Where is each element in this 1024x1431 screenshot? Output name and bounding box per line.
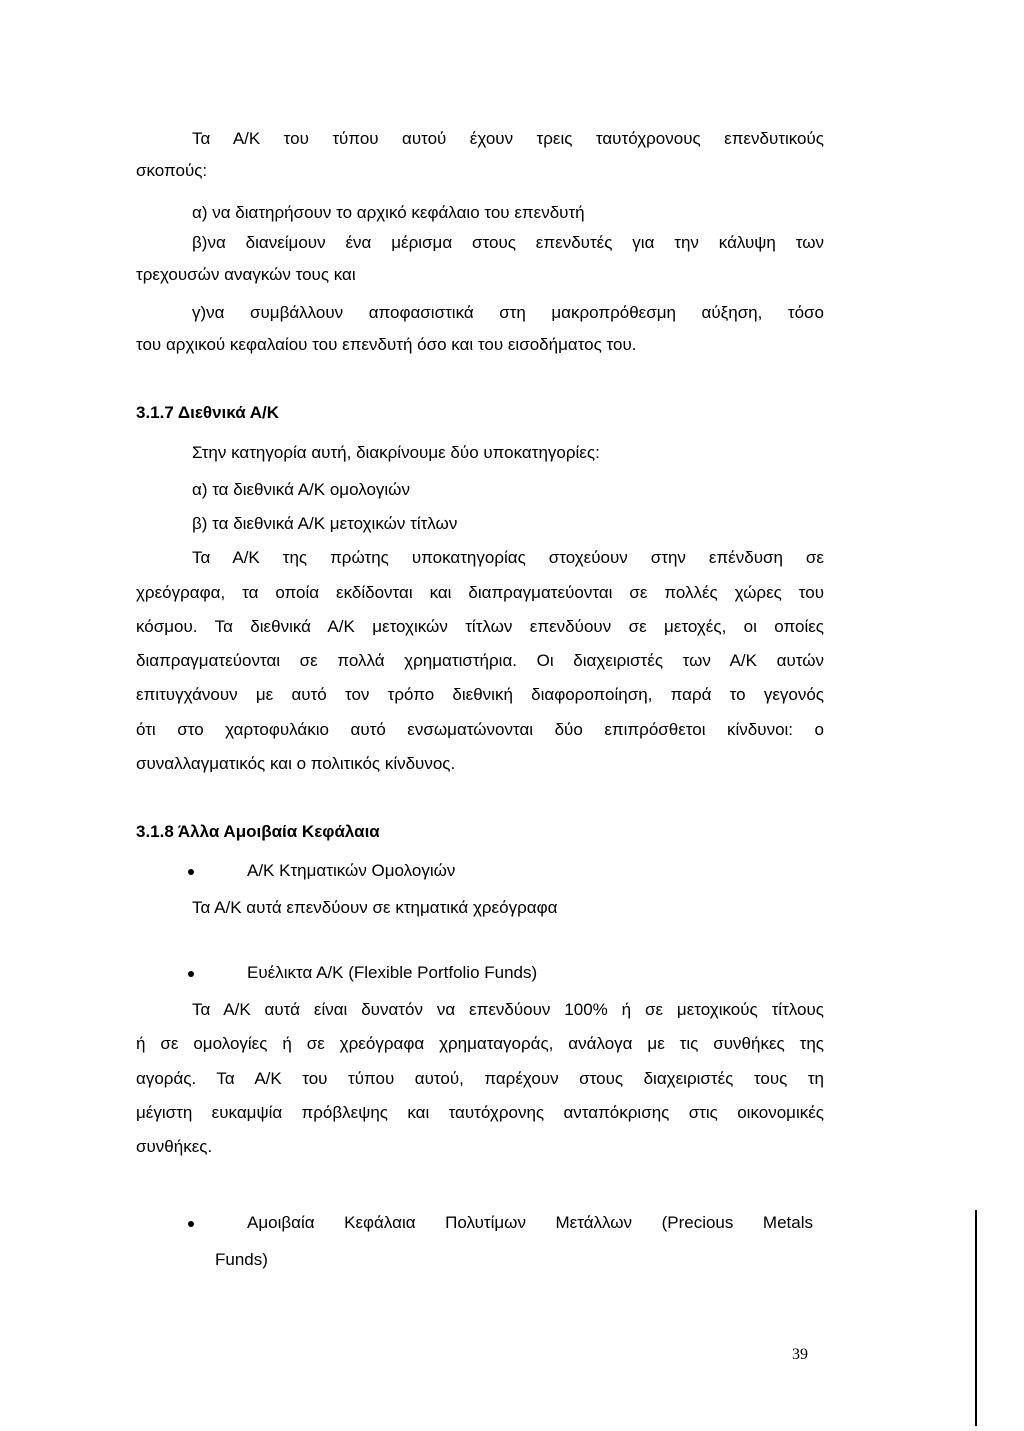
intro-line-2: σκοπούς:	[136, 161, 208, 180]
item-1-text: Τα Α/Κ αυτά επενδύουν σε κτηματικά χρεόγραφα	[192, 898, 558, 917]
item-2-line-4: μέγιστη ευκαμψία πρόβλεψης και ταυτόχρονης ανταπόκρισης στις οικονομικές	[136, 1103, 824, 1122]
intro-item-c-line-2: του αρχικού κεφαλαίου του επενδυτή όσο και του εισοδήματος του.	[136, 335, 637, 354]
section-317-line-8: επιτυγχάνουν με αυτό τον τρόπο διεθνική διαφοροποίηση, παρά το γεγονός	[136, 685, 824, 704]
bullet-icon	[188, 1221, 194, 1227]
item-2-line-5: συνθήκες.	[136, 1137, 213, 1156]
item-2-line-3: αγοράς. Τα Α/Κ του τύπου αυτού, παρέχουν στους διαχειριστές τους τη	[136, 1069, 824, 1088]
intro-item-a: α) να διατηρήσουν το αρχικό κεφάλαιο του επενδυτή	[192, 203, 585, 222]
item-3-title-line-2: Funds)	[215, 1250, 268, 1269]
section-317-line-9: ότι στο χαρτοφυλάκιο αυτό ενσωματώνονται δύο επιπρόσθετοι κίνδυνοι: ο	[136, 720, 824, 739]
item-2-line-1: Τα Α/Κ αυτά είναι δυνατόν να επενδύουν 100% ή σε μετοχικούς τίτλους	[192, 1000, 824, 1019]
intro-line-1: Τα Α/Κ του τύπου αυτού έχουν τρεις ταυτόχρονους επενδυτικούς	[192, 129, 824, 148]
bullet-icon	[188, 869, 194, 875]
intro-item-b-line-1: β)να διανείμουν ένα μέρισμα στους επενδυτές για την κάλυψη των	[192, 233, 824, 252]
section-317-line-3: β) τα διεθνικά Α/Κ μετοχικών τίτλων	[192, 514, 458, 533]
section-317-line-1: Στην κατηγορία αυτή, διακρίνουμε δύο υποκατηγορίες:	[192, 443, 600, 462]
section-317-line-4: Τα Α/Κ της πρώτης υποκατηγορίας στοχεύουν στην επένδυση σε	[192, 548, 824, 567]
section-317-heading: 3.1.7 Διεθνικά Α/Κ	[136, 403, 280, 422]
section-317-line-7: διαπραγματεύονται σε πολλά χρηματιστήρια. Οι διαχειριστές των Α/Κ αυτών	[136, 651, 824, 670]
intro-item-b-line-2: τρεχουσών αναγκών τους και	[136, 265, 356, 284]
section-318-heading: 3.1.8 Άλλα Αμοιβαία Κεφάλαια	[136, 822, 380, 841]
section-317-line-6: κόσμου. Τα διεθνικά Α/Κ μετοχικών τίτλων επενδύουν σε μετοχές, οι οποίες	[136, 617, 824, 636]
intro-item-c-line-1: γ)να συμβάλλουν αποφασιστικά στη μακροπρόθεσμη αύξηση, τόσο	[192, 303, 824, 322]
section-317-line-5: χρεόγραφα, τα οποία εκδίδονται και διαπραγματεύονται σε πολλές χώρες του	[136, 583, 824, 602]
item-2-line-2: ή σε ομολογίες ή σε χρεόγραφα χρηματαγοράς, ανάλογα με τις συνθήκες της	[136, 1034, 824, 1053]
margin-rule	[975, 1210, 977, 1426]
item-2-title: Ευέλικτα Α/Κ (Flexible Portfolio Funds)	[247, 963, 538, 982]
page-number: 39	[792, 1346, 808, 1363]
item-3-title-line-1: Αμοιβαία Κεφάλαια Πολυτίμων Μετάλλων (Precious Metals	[247, 1213, 813, 1232]
item-1-title: Α/Κ Κτηματικών Ομολογιών	[247, 861, 456, 880]
bullet-icon	[188, 971, 194, 977]
section-317-line-10: συναλλαγματικός και ο πολιτικός κίνδυνος.	[136, 754, 456, 773]
section-317-line-2: α) τα διεθνικά Α/Κ ομολογιών	[192, 480, 410, 499]
